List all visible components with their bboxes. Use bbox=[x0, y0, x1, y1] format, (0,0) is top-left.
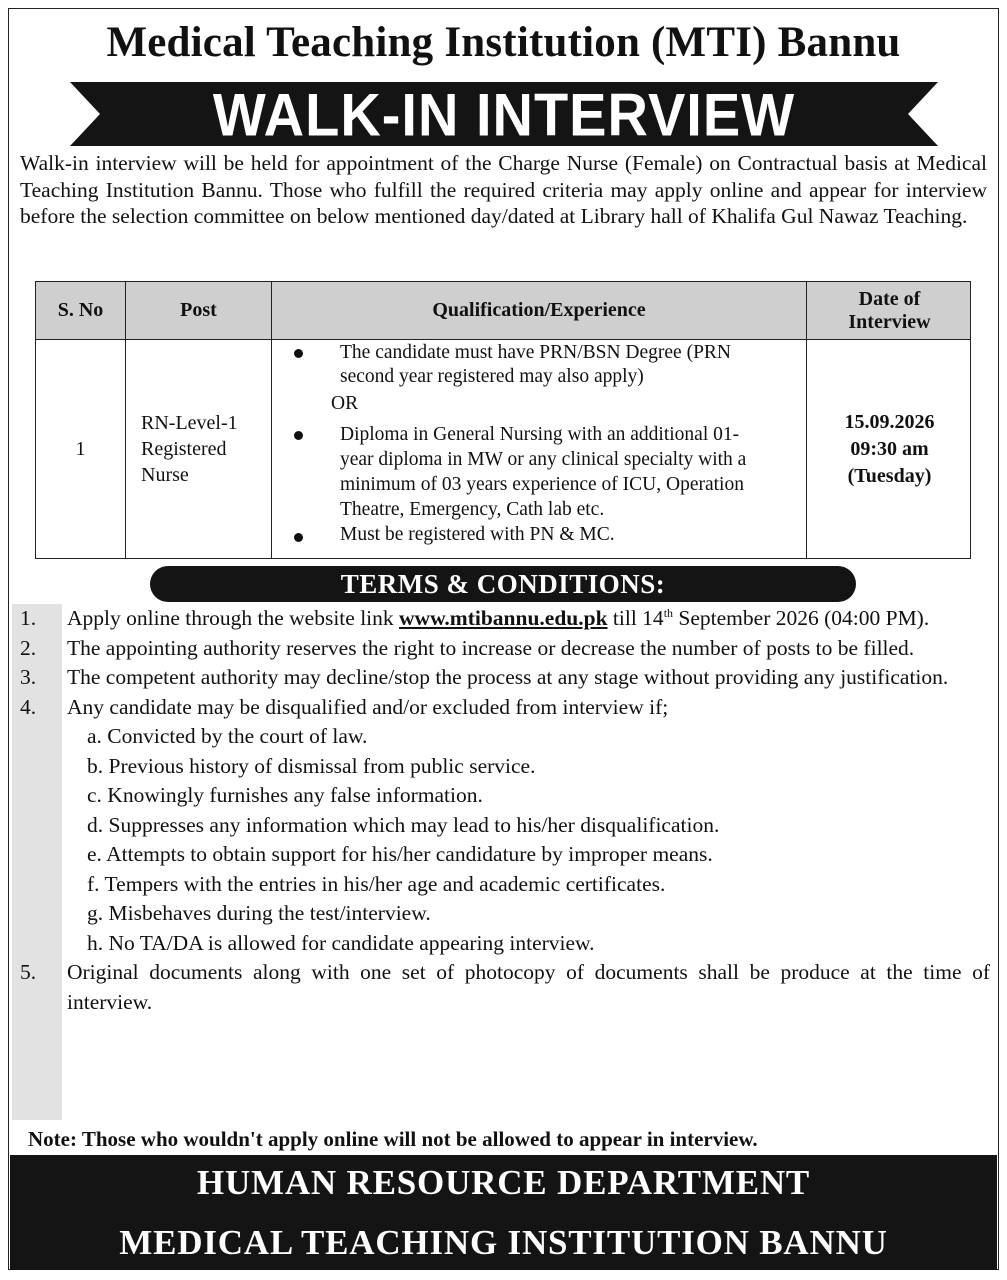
footer-band bbox=[10, 1155, 997, 1270]
term-item-5 bbox=[20, 958, 990, 1017]
sub-condition: c. Knowingly furnishes any false information. bbox=[87, 783, 483, 807]
banner-title: WALK-IN INTERVIEW bbox=[212, 79, 796, 149]
header-qualification: Qualification/Experience bbox=[432, 299, 646, 321]
qualification-line: Theatre, Emergency, Cath lab etc. bbox=[340, 499, 605, 520]
term-item-2 bbox=[20, 634, 990, 664]
footer-institution: MEDICAL TEACHING INSTITUTION BANNU bbox=[119, 1223, 888, 1262]
row-interview-date bbox=[807, 340, 972, 558]
term-item-3 bbox=[20, 663, 990, 693]
table-header-row bbox=[36, 282, 970, 340]
terms-heading-bar bbox=[150, 566, 856, 602]
table-row bbox=[36, 340, 970, 558]
header-date-line1: Date of bbox=[858, 287, 921, 310]
bullet-icon bbox=[294, 431, 303, 440]
sub-condition: d. Suppresses any information which may lead to his/her disqualification. bbox=[87, 812, 720, 837]
term-text: Original documents along with one set of photocopy of documents shall be produce at the time of interview. bbox=[67, 960, 990, 1014]
bullet-icon bbox=[294, 533, 303, 542]
footer-department: HUMAN RESOURCE DEPARTMENT bbox=[196, 1163, 811, 1202]
term-number: 5. bbox=[20, 960, 37, 984]
qualification-line: minimum of 03 years experience of ICU, Operation bbox=[340, 474, 744, 495]
qualification-line: Diploma in General Nursing with an additional 01- bbox=[340, 424, 740, 445]
sub-condition: f. Tempers with the entries in his/her age and academic certificates. bbox=[87, 871, 666, 896]
qualification-line: The candidate must have PRN/BSN Degree (PRN bbox=[340, 342, 732, 363]
term-item-1 bbox=[20, 604, 990, 634]
sub-condition: h. No TA/DA is allowed for candidate appearing interview. bbox=[87, 930, 595, 955]
term-number: 3. bbox=[20, 665, 37, 689]
term-item-4 bbox=[20, 693, 990, 959]
vacancy-table bbox=[35, 281, 971, 559]
term-number: 4. bbox=[20, 694, 37, 719]
sub-condition: b. Previous history of dismissal from public service. bbox=[87, 753, 536, 778]
interview-day: (Tuesday) bbox=[847, 464, 932, 487]
header-date-line2: Interview bbox=[848, 310, 931, 333]
website-link[interactable]: www.mtibannu.edu.pk bbox=[399, 606, 608, 630]
row-post bbox=[126, 340, 271, 558]
header-date bbox=[807, 282, 972, 339]
term-text-part: till 14 bbox=[607, 606, 664, 630]
sub-condition: e. Attempts to obtain support for his/her candidature by improper means. bbox=[87, 842, 713, 866]
term-text-part: Apply online through the website link bbox=[67, 606, 400, 630]
note-text: Note: Those who wouldn't apply online will not be allowed to appear in interview. bbox=[28, 1127, 758, 1151]
post-line1: RN-Level-1 bbox=[141, 412, 238, 434]
qualification-or: OR bbox=[331, 393, 359, 414]
ordinal-suffix: th bbox=[663, 605, 674, 620]
term-text: Any candidate may be disqualified and/or excluded from interview if; bbox=[67, 694, 669, 719]
interview-date: 15.09.2026 bbox=[844, 410, 935, 433]
terms-heading: TERMS & CONDITIONS: bbox=[340, 568, 666, 599]
row-sno: 1 bbox=[75, 437, 86, 460]
term-number: 2. bbox=[20, 635, 37, 660]
institution-title: Medical Teaching Institution (MTI) Bannu bbox=[106, 19, 901, 66]
sub-condition: a. Convicted by the court of law. bbox=[87, 724, 368, 748]
post-line3: Nurse bbox=[141, 464, 189, 486]
bullet-icon bbox=[294, 349, 303, 358]
term-number: 1. bbox=[20, 606, 37, 630]
term-text bbox=[67, 604, 990, 634]
header-post: Post bbox=[180, 299, 217, 321]
term-text: The appointing authority reserves the right to increase or decrease the number of posts to be filled. bbox=[67, 635, 915, 660]
qualification-line: second year registered may also apply) bbox=[340, 366, 644, 387]
intro-paragraph: Walk-in interview will be held for appointment of the Charge Nurse (Female) on Contractual basis at Medical Teaching Institution Bannu. Those who fulfill the required criteria may apply online and appear for interview before the selection committee on below mentioned day/dated at Library hall of Khalifa Gul Nawaz Teaching. bbox=[20, 151, 987, 228]
header-sno: S. No bbox=[57, 299, 104, 321]
interview-time: 09:30 am bbox=[850, 437, 929, 460]
walk-in-banner bbox=[70, 79, 938, 149]
sub-condition: g. Misbehaves during the test/interview. bbox=[87, 901, 431, 925]
row-qualification bbox=[272, 340, 806, 558]
term-text: The competent authority may decline/stop the process at any stage without providing any justification. bbox=[67, 665, 949, 689]
qualification-line: year diploma in MW or any clinical specialty with a bbox=[340, 449, 747, 470]
terms-list bbox=[20, 604, 990, 1017]
term-text-part: September 2026 (04:00 PM). bbox=[673, 606, 930, 630]
post-line2: Registered bbox=[141, 438, 227, 460]
qualification-line: Must be registered with PN & MC. bbox=[340, 524, 615, 545]
